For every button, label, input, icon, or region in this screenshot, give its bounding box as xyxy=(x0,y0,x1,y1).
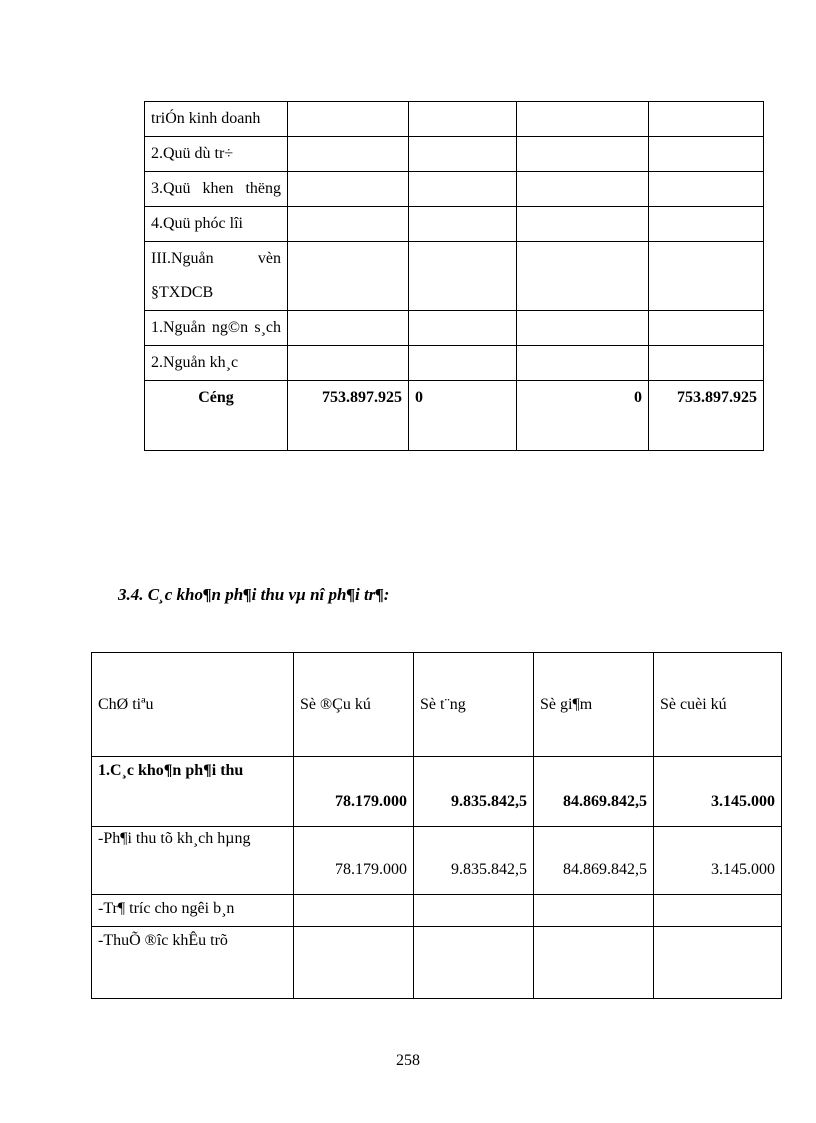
row-label: 2.Quü dù tr÷ xyxy=(145,137,288,172)
row-label: III.Nguån vèn §TXDCB xyxy=(145,242,288,311)
table-row xyxy=(92,757,782,827)
cell-value: 9.835.842,5 xyxy=(414,827,534,895)
table-row xyxy=(145,311,764,346)
cell-value: 3.145.000 xyxy=(654,757,782,827)
cell-value: 78.179.000 xyxy=(294,827,414,895)
cell-value: 9.835.842,5 xyxy=(414,757,534,827)
table-row xyxy=(92,827,782,895)
table-row xyxy=(92,927,782,999)
cell-value: 78.179.000 xyxy=(294,757,414,827)
cell-value: 3.145.000 xyxy=(654,827,782,895)
column-header: Sè ®Çu kú xyxy=(294,653,414,757)
row-label: 3.Quü khen thëng xyxy=(145,172,288,207)
row-label: 1.C¸c kho¶n ph¶i thu xyxy=(92,757,294,827)
table-row xyxy=(145,346,764,381)
section-heading: 3.4. C¸c kho¶n ph¶i thu vµ nî ph¶i tr¶: xyxy=(118,585,390,604)
total-value: 753.897.925 xyxy=(649,381,764,451)
column-header: ChØ tiªu xyxy=(92,653,294,757)
table-row xyxy=(145,172,764,207)
row-label: -Ph¶i thu tõ kh¸ch hµng xyxy=(92,827,294,895)
row-label: -ThuÕ ®îc khÊu trõ xyxy=(92,927,294,999)
balance-table xyxy=(144,101,764,451)
table-row xyxy=(145,242,764,311)
row-label: 2.Nguån kh¸c xyxy=(145,346,288,381)
column-header: Sè t¨ng xyxy=(414,653,534,757)
table-row xyxy=(92,895,782,927)
row-label: -Tr¶ tríc cho ngêi b¸n xyxy=(92,895,294,927)
cell-value: 84.869.842,5 xyxy=(534,827,654,895)
row-label: 4.Quü phóc lîi xyxy=(145,207,288,242)
total-value: 0 xyxy=(517,381,649,451)
receivables-table xyxy=(91,652,782,999)
total-value: 753.897.925 xyxy=(288,381,409,451)
table-row xyxy=(145,102,764,137)
table-row xyxy=(145,137,764,172)
header-row xyxy=(92,653,782,757)
total-label: Céng xyxy=(145,381,288,451)
total-value: 0 xyxy=(409,381,517,451)
row-label: 1.Nguån ng©n s¸ch xyxy=(145,311,288,346)
column-header: Sè cuèi kú xyxy=(654,653,782,757)
table-row xyxy=(145,207,764,242)
column-header: Sè gi¶m xyxy=(534,653,654,757)
page-number: 258 xyxy=(396,1052,420,1069)
row-label: triÓn kinh doanh xyxy=(145,102,288,137)
cell-value: 84.869.842,5 xyxy=(534,757,654,827)
total-row xyxy=(145,381,764,451)
